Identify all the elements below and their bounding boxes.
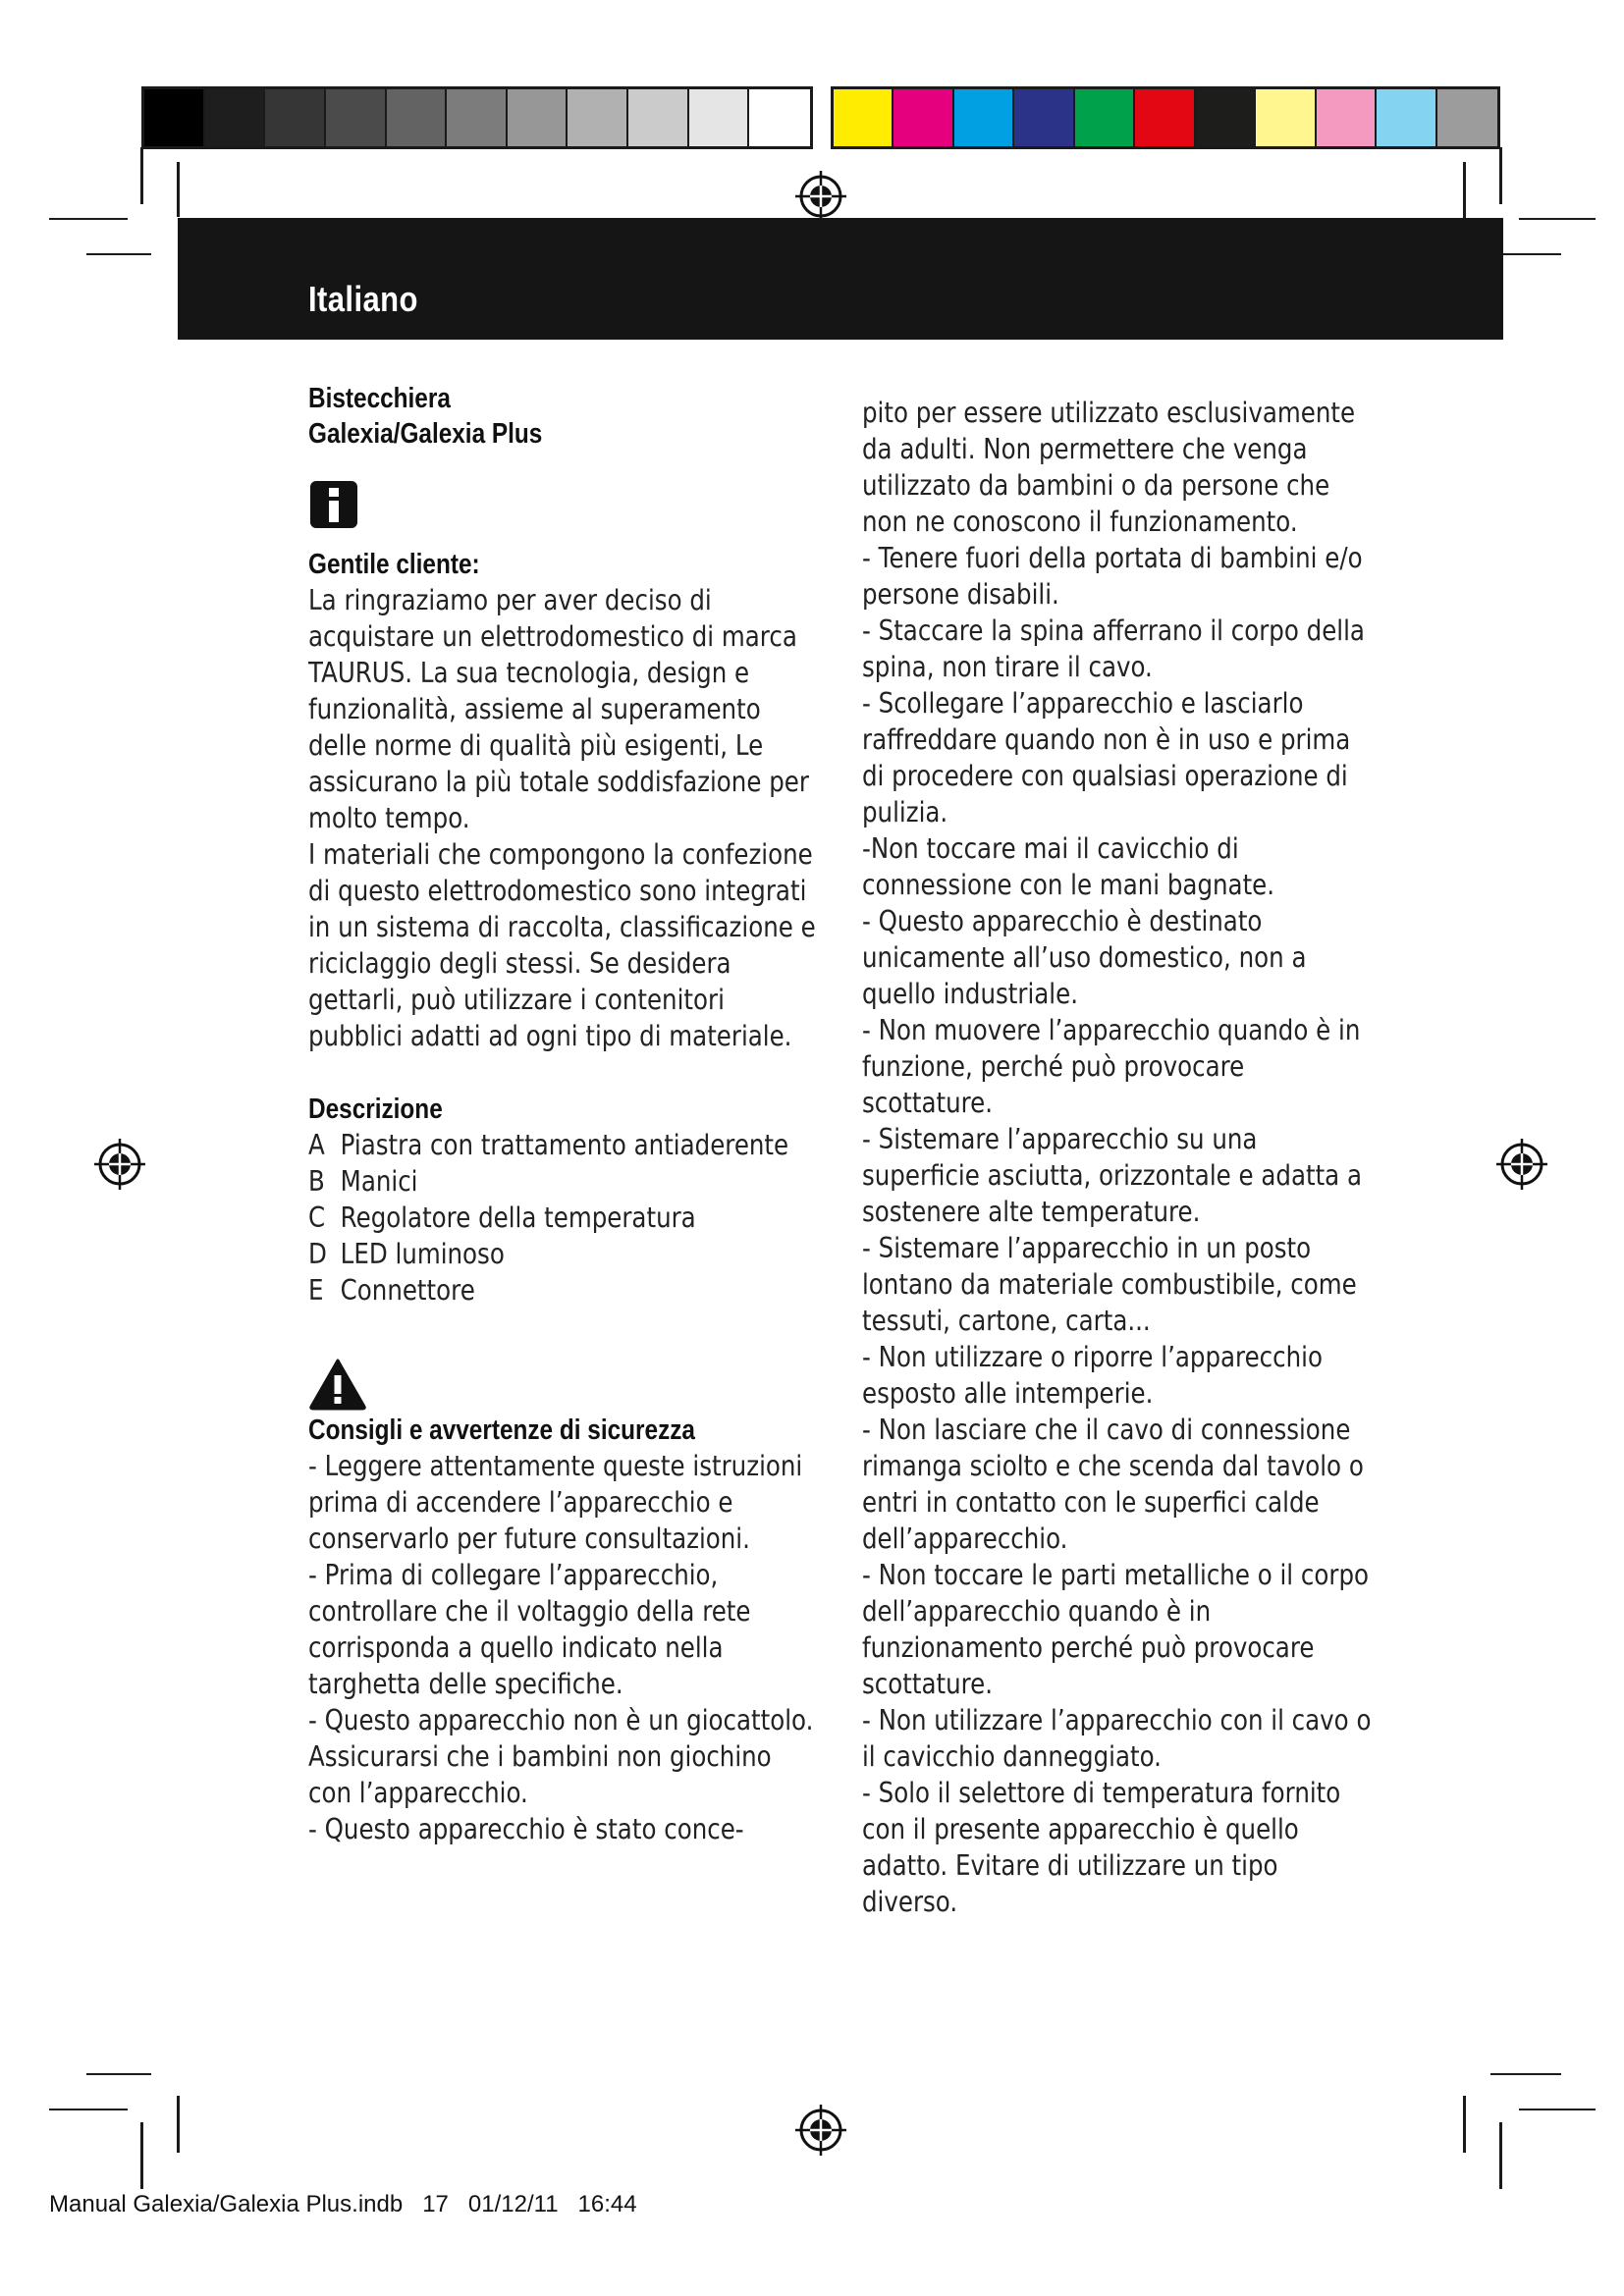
crop-mark	[140, 2122, 143, 2189]
greeting-body: La ringraziamo per aver deciso di acquistare un elettrodomestico di marca TAURUS. La sua tecnologia, design e funzionalità, assieme al superamento delle norme di qualità più esigenti, Le assicurano la più totale soddisfazione per molto tempo. I materiali che compongono la confezione di questo elettrodomestico sono integrati in un sistema di raccolta, classificazione e riciclaggio degli stessi. Se desidera gettarli, può utilizzare i contenitori pubblici adatti ad ogni tipo di materiale.	[308, 584, 816, 1052]
gray-swatch	[144, 89, 205, 146]
safety-item: - Sistemare l’apparecchio su una superficie asciutta, orizzontale e adatta a sostenere alte temperature.	[862, 1123, 1363, 1228]
color-swatch	[834, 89, 893, 146]
language-header-band	[178, 218, 1503, 340]
description-label: Connettore	[340, 1274, 475, 1307]
grayscale-color-bar	[141, 86, 813, 149]
color-swatch	[1014, 89, 1074, 146]
registration-mark-icon	[793, 2103, 848, 2158]
gray-swatch	[689, 89, 750, 146]
safety-item: - Leggere attentamente queste istruzioni prima di accendere l’apparecchio e conservarlo per future consultazioni.	[308, 1450, 803, 1555]
product-name-line1: Bistecchiera	[308, 383, 451, 414]
safety-item: - Scollegare l’apparecchio e lasciarlo raffreddare quando non è in uso e prima di procedere con qualsiasi operazione di pulizia.	[862, 687, 1351, 828]
crop-mark	[1519, 218, 1596, 220]
color-swatch	[1196, 89, 1256, 146]
crop-mark	[1499, 2122, 1502, 2189]
crop-mark	[1499, 147, 1502, 204]
gray-swatch	[265, 89, 326, 146]
gray-swatch	[205, 89, 266, 146]
description-key: A	[308, 1129, 325, 1161]
description-key: E	[308, 1274, 324, 1307]
description-list	[308, 1127, 818, 1308]
crop-mark	[140, 147, 143, 204]
crop-mark	[1463, 2096, 1466, 2153]
safety-item: - Solo il selettore di temperatura fornito con il presente apparecchio è quello adatto. Evitare di utilizzare un tipo diverso.	[862, 1777, 1341, 1918]
gray-swatch	[508, 89, 568, 146]
safety-item: - Questo apparecchio non è un giocattolo. Assicurarsi che i bambini non giochino con l’apparecchio.	[308, 1704, 814, 1809]
product-name-line2: Galexia/Galexia Plus	[308, 418, 543, 450]
color-swatch	[1075, 89, 1135, 146]
color-swatch	[1317, 89, 1377, 146]
description-label: Regolatore della temperatura	[340, 1201, 696, 1234]
safety-item: pito per essere utilizzato esclusivamente da adulti. Non permettere che venga utilizzato da bambini o da persone che non ne conoscono il funzionamento.	[862, 397, 1356, 538]
safety-item: - Non utilizzare l’apparecchio con il cavo o il cavicchio danneggiato.	[862, 1704, 1372, 1773]
safety-item: - Tenere fuori della portata di bambini e/o persone disabili.	[862, 542, 1363, 611]
color-swatch	[1256, 89, 1316, 146]
left-column	[308, 381, 819, 1847]
description-item	[308, 1127, 818, 1163]
crop-mark	[1519, 2109, 1596, 2110]
crop-mark	[1490, 2073, 1561, 2075]
gray-swatch	[628, 89, 689, 146]
crop-mark	[177, 162, 180, 217]
safety-item: - Sistemare l’apparecchio in un posto lontano da materiale combustibile, come tessuti, cartone, carta...	[862, 1232, 1357, 1337]
description-item	[308, 1236, 818, 1272]
safety-item: - Non lasciare che il cavo di connessione rimanga sciolto e che scenda dal tavolo o entri in contatto con le superfici calde dell’apparecchio.	[862, 1414, 1364, 1555]
color-swatch	[893, 89, 953, 146]
gray-swatch	[387, 89, 448, 146]
section-title: Italiano	[308, 279, 418, 319]
warning-icon	[308, 1358, 367, 1411]
safety-item: - Staccare la spina afferrano il corpo della spina, non tirare il cavo.	[862, 614, 1365, 683]
safety-list-right	[862, 395, 1372, 1920]
registration-mark-icon	[1494, 1137, 1549, 1192]
description-heading: Descrizione	[308, 1094, 443, 1125]
description-label: LED luminoso	[340, 1238, 505, 1270]
safety-item: - Questo apparecchio è destinato unicamente all’uso domestico, non a quello industriale.	[862, 905, 1307, 1010]
safety-item: - Questo apparecchio è stato conce-	[308, 1813, 744, 1845]
description-label: Manici	[340, 1165, 418, 1198]
crop-mark	[49, 218, 128, 220]
crop-mark	[86, 2073, 151, 2075]
safety-item: - Non utilizzare o riporre l’apparecchio esposto alle intemperie.	[862, 1341, 1323, 1410]
gray-swatch	[447, 89, 508, 146]
registration-mark-icon	[92, 1137, 147, 1192]
info-icon	[308, 479, 359, 530]
right-column	[862, 395, 1373, 1920]
safety-list-left	[308, 1448, 818, 1847]
color-swatch	[1377, 89, 1436, 146]
description-key: D	[308, 1238, 327, 1270]
safety-item: -Non toccare mai il cavicchio di connessione con le mani bagnate.	[862, 832, 1275, 901]
description-item	[308, 1163, 818, 1200]
description-item	[308, 1272, 818, 1308]
safety-item: - Non toccare le parti metalliche o il corpo dell’apparecchio quando è in funzionamento perché può provocare scottature.	[862, 1559, 1370, 1700]
description-key: C	[308, 1201, 326, 1234]
gray-swatch	[326, 89, 387, 146]
color-swatch	[1437, 89, 1497, 146]
safety-heading: Consigli e avvertenze di sicurezza	[308, 1415, 695, 1446]
crop-mark	[177, 2096, 180, 2153]
process-color-bar	[831, 86, 1500, 149]
color-swatch	[954, 89, 1014, 146]
safety-item: - Non muovere l’apparecchio quando è in funzione, perché può provocare scottature.	[862, 1014, 1361, 1119]
description-key: B	[308, 1165, 325, 1198]
crop-mark	[86, 253, 151, 255]
safety-item: - Prima di collegare l’apparecchio, controllare che il voltaggio della rete corrisponda a quello indicato nella targhetta delle specifiche.	[308, 1559, 751, 1700]
color-swatch	[1135, 89, 1195, 146]
description-item	[308, 1200, 818, 1236]
gray-swatch	[568, 89, 628, 146]
registration-mark-icon	[793, 169, 848, 224]
file-slug: Manual Galexia/Galexia Plus.indb 17 01/12/11 16:44	[49, 2191, 637, 2217]
description-label: Piastra con trattamento antiaderente	[340, 1129, 789, 1161]
greeting-heading: Gentile cliente:	[308, 549, 480, 580]
crop-mark	[49, 2109, 128, 2110]
gray-swatch	[749, 89, 810, 146]
